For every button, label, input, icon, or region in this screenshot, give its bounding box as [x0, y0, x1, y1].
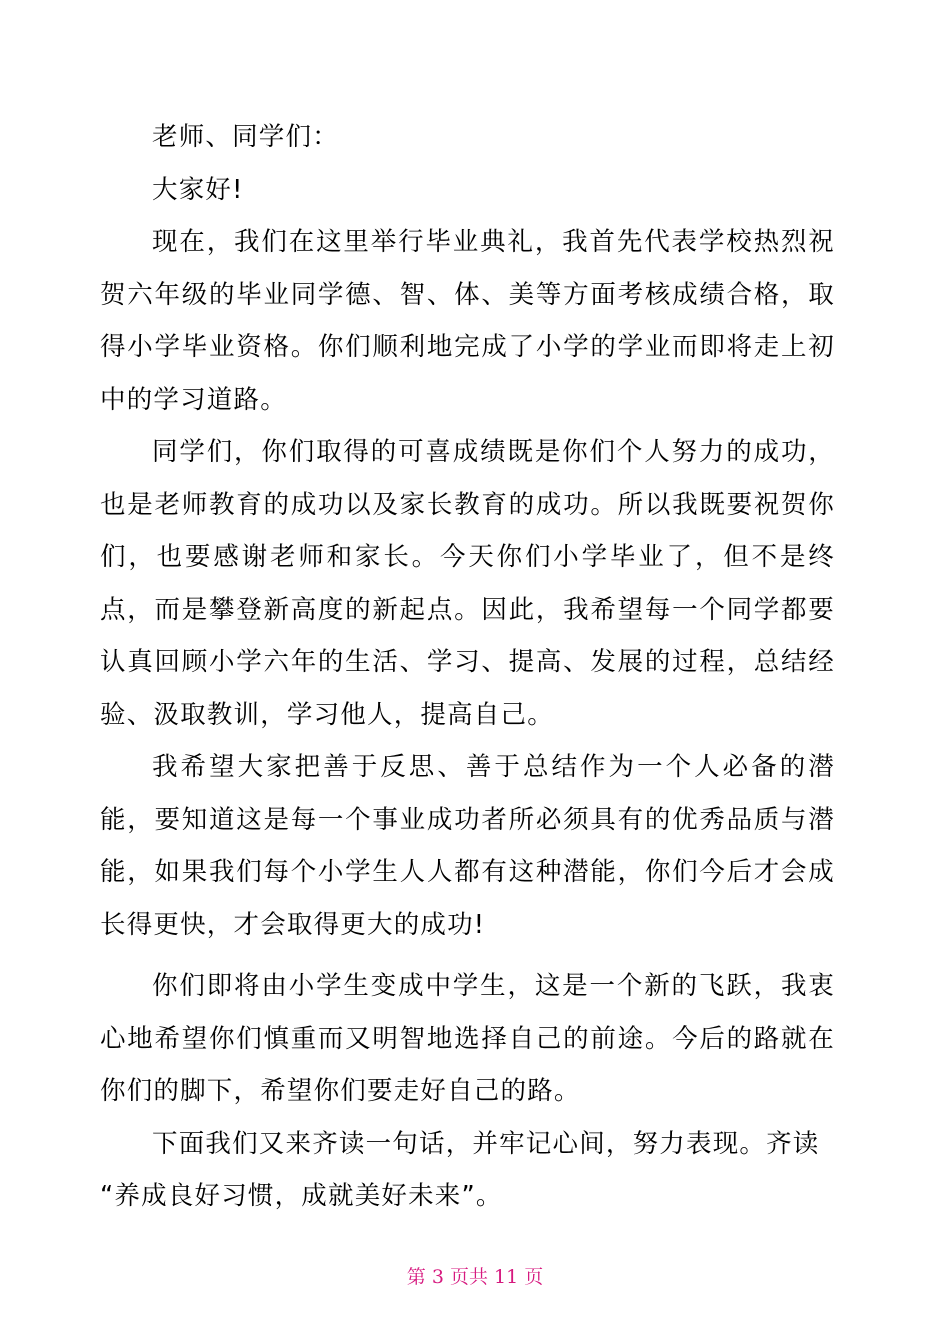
paragraph-3: 我希望大家把善于反思、善于总结作为一个人必备的潜能，要知道这是每一个事业成功者所必须具有的优秀品质与潜能，如果我们每个小学生人人都有这种潜能，你们今后才会成长得更快，才会取得更大的成功!	[100, 752, 835, 940]
greeting: 大家好!	[152, 174, 244, 205]
page-number: 第 3 页共 11 页	[406, 1266, 544, 1288]
paragraph-2: 同学们，你们取得的可喜成绩既是你们个人努力的成功，也是老师教育的成功以及家长教育的成功。所以我既要祝贺你们，也要感谢老师和家长。今天你们小学毕业了，但不是终点，而是攀登新高度的新起点。因此，我希望每一个同学都要认真回顾小学六年的生活、学习、提高、发展的过程，总结经验、汲取教训，学习他人，提高自己。	[100, 437, 835, 730]
paragraph-1: 现在，我们在这里举行毕业典礼，我首先代表学校热烈祝贺六年级的毕业同学德、智、体、美等方面考核成绩合格，取得小学毕业资格。你们顺利地完成了小学的学业而即将走上初中的学习道路。	[100, 227, 835, 415]
salutation: 老师、同学们：	[152, 122, 339, 152]
quote-line: “养成良好习惯，成就美好未来”。	[100, 1181, 503, 1211]
document-body	[100, 111, 835, 1223]
paragraph-4: 你们即将由小学生变成中学生，这是一个新的飞跃，我衷心地希望你们慎重而又明智地选择自己的前途。今后的路就在你们的脚下，希望你们要走好自己的路。	[100, 971, 835, 1106]
paragraph-5: 下面我们又来齐读一句话，并牢记心间，努力表现。齐读	[152, 1128, 820, 1159]
